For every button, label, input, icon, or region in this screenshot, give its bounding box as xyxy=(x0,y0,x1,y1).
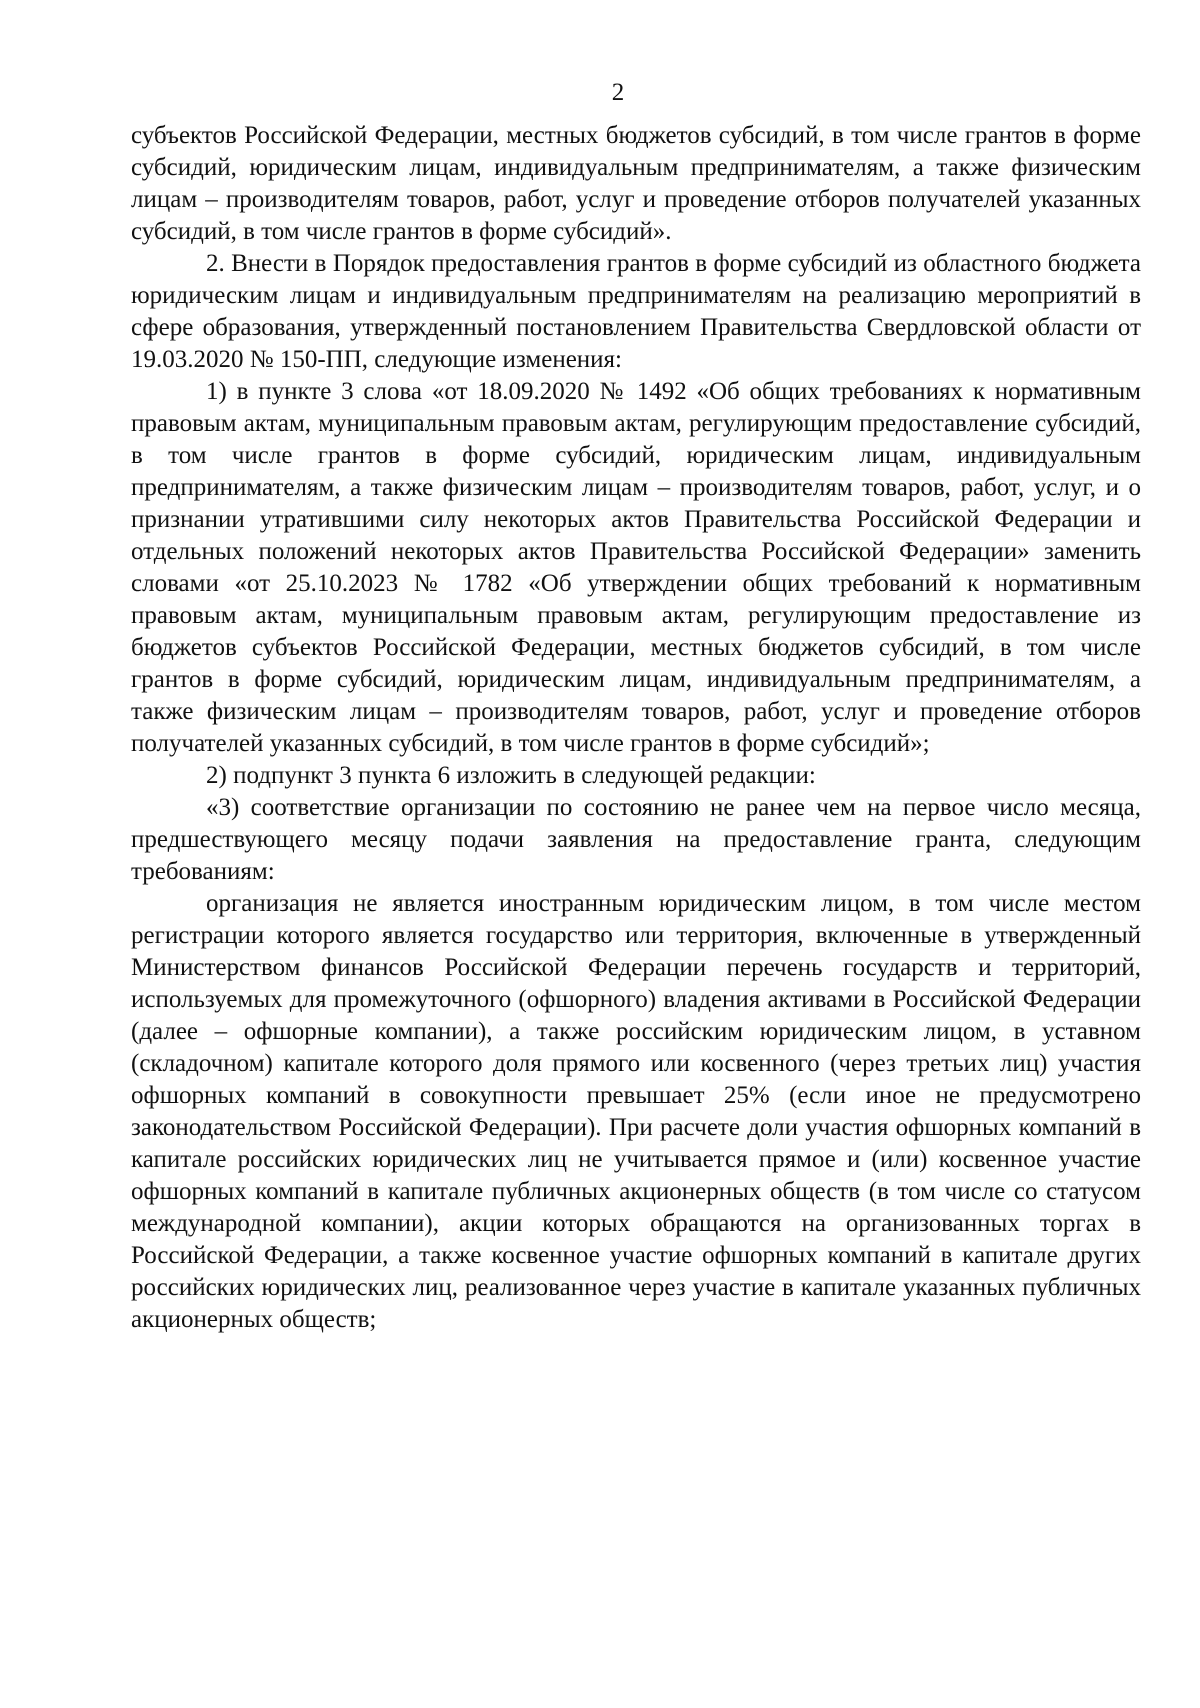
paragraph-quoted-subitem-3: «3) соответствие организации по состоянию не ранее чем на первое число месяца, предшествующего месяцу подачи заявления на предоставление гранта, следующим требованиям: xyxy=(131,794,1141,885)
paragraph-item-2: 2. Внести в Порядок предоставления грантов в форме субсидий из областного бюджета юридическим лицам и индивидуальным предпринимателям на реализацию мероприятий в сфере образования, утвержденный постановлением Правительства Свердловской области от 19.03.2020 № 150-ПП, следующие изменения: xyxy=(131,250,1141,373)
page-number: 2 xyxy=(611,79,625,106)
document-body xyxy=(131,120,1141,1336)
paragraph-requirement: организация не является иностранным юридическим лицом, в том числе местом регистрации которого является государство или территория, включенные в утвержденный Министерством финансов Российской Федерации перечень государств и территорий, используемых для промежуточного (офшорного) владения активами в Российской Федерации (далее – офшорные компании), а также российским юридическим лицом, в уставном (складочном) капитале которого доля прямого или косвенного (через третьих лиц) участия офшорных компаний в совокупности превышает 25% (если иное не предусмотрено законодательством Российской Федерации). При расчете доли участия офшорных компаний в капитале российских юридических лиц не учитывается прямое и (или) косвенное участие офшорных компаний в капитале публичных акционерных обществ (в том числе со статусом международной компании), акции которых обращаются на организованных торгах в Российской Федерации, а также косвенное участие офшорных компаний в капитале других российских юридических лиц, реализованное через участие в капитале указанных публичных акционерных обществ; xyxy=(131,890,1141,1333)
paragraph-subitem-1: 1) в пункте 3 слова «от 18.09.2020 № 1492 «Об общих требованиях к нормативным правовым актам, муниципальным правовым актам, регулирующим предоставление субсидий, в том числе грантов в форме субсидий, юридическим лицам, индивидуальным предпринимателям, а также физическим лицам – производителям товаров, работ, услуг, и о признании утратившими силу некоторых актов Правительства Российской Федерации и отдельных положений некоторых актов Правительства Российской Федерации» заменить словами «от 25.10.2023 № 1782 «Об утверждении общих требований к нормативным правовым актам, муниципальным правовым актам, регулирующим предоставление из бюджетов субъектов Российской Федерации, местных бюджетов субсидий, в том числе грантов в форме субсидий, юридическим лицам, индивидуальным предпринимателям, а также физическим лицам – производителям товаров, работ, услуг и проведение отборов получателей указанных субсидий, в том числе грантов в форме субсидий»; xyxy=(131,378,1141,757)
paragraph-continuation: субъектов Российской Федерации, местных бюджетов субсидий, в том числе грантов в форме субсидий, юридическим лицам, индивидуальным предпринимателям, а также физическим лицам – производителям товаров, работ, услуг и проведение отборов получателей указанных субсидий, в том числе грантов в форме субсидий». xyxy=(131,122,1141,245)
paragraph-subitem-2: 2) подпункт 3 пункта 6 изложить в следующей редакции: xyxy=(206,762,816,789)
